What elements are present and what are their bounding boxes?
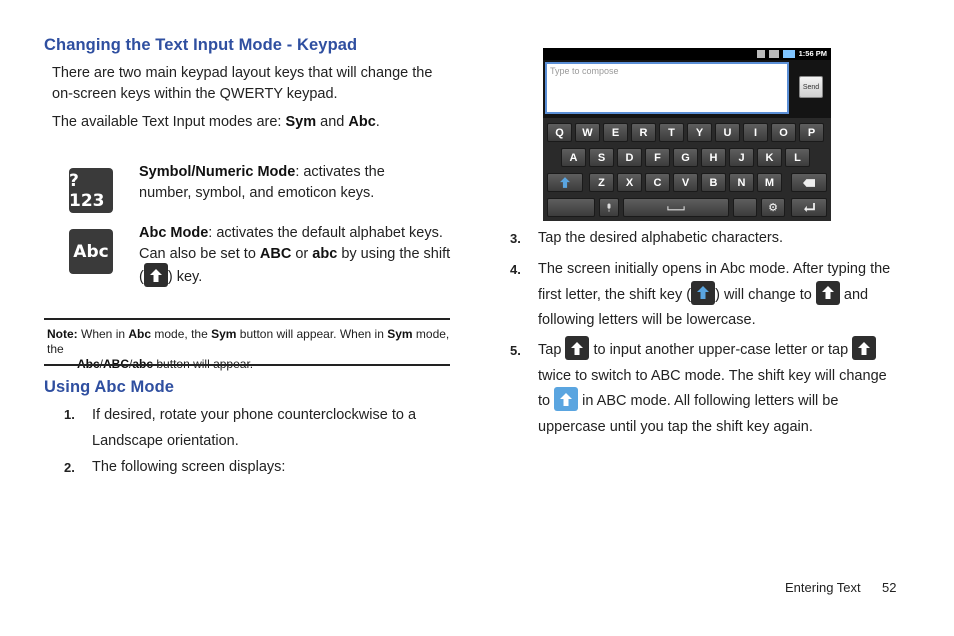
note-top-rule — [44, 318, 450, 320]
key-c[interactable]: C — [645, 173, 670, 192]
key-o[interactable]: O — [771, 123, 796, 142]
shift-key-blue-icon — [691, 281, 715, 305]
note-label: Note: — [47, 327, 78, 341]
key-a[interactable]: A — [561, 148, 586, 167]
key-n[interactable]: N — [729, 173, 754, 192]
note-text: mode, the — [47, 327, 450, 356]
abc-mode-text: by using the shift ( — [139, 246, 451, 285]
key-q[interactable]: Q — [547, 123, 572, 142]
shift-key[interactable] — [547, 173, 583, 192]
phone-screenshot — [543, 48, 831, 221]
key-h[interactable]: H — [701, 148, 726, 167]
abc-upper-bold: ABC — [259, 246, 292, 262]
abc-mode-text: : activates the default alphabet keys. Can also be set to — [139, 225, 443, 262]
step-number: 2. — [64, 460, 75, 475]
note-bold: Sym — [387, 327, 413, 341]
step-text: Tap — [538, 342, 566, 358]
footer-section: Entering Text — [785, 580, 861, 595]
abc-mode-text: or — [291, 246, 313, 262]
step-text: to input another upper-case letter or tap — [589, 342, 853, 358]
modes-paragraph — [52, 112, 452, 133]
sym-bold: Sym — [285, 114, 317, 130]
step-text: in ABC mode. All following letters will be uppercase until you tap the shift key again. — [538, 393, 839, 435]
step-text: twice to switch to ABC mode. The shift key will change to — [538, 367, 887, 409]
key-d[interactable]: D — [617, 148, 642, 167]
delete-key[interactable] — [791, 173, 827, 192]
modes-text: The available Text Input modes are: — [52, 114, 286, 130]
shift-key-icon — [565, 336, 589, 360]
key-v[interactable]: V — [673, 173, 698, 192]
shift-key-locked-icon — [554, 387, 578, 411]
key-r[interactable]: R — [631, 123, 656, 142]
qwerty-keyboard — [543, 118, 831, 221]
page-number: 52 — [882, 580, 897, 595]
key-x[interactable]: X — [617, 173, 642, 192]
period-key[interactable] — [733, 198, 757, 217]
key-s[interactable]: S — [589, 148, 614, 167]
battery-icon — [783, 50, 795, 58]
key-w[interactable]: W — [575, 123, 600, 142]
abc-key-icon: Abc — [69, 229, 113, 274]
sym-mode-text: : activates the number, symbol, and emoticon keys. — [139, 164, 385, 201]
step-number: 3. — [510, 231, 521, 246]
compose-placeholder: Type to compose — [550, 66, 619, 76]
step-text: The screen initially opens in Abc mode. After typing the first letter, the shift key ( — [538, 261, 891, 303]
key-z[interactable]: Z — [589, 173, 614, 192]
key-b[interactable]: B — [701, 173, 726, 192]
section-heading-abc-mode: Using Abc Mode — [44, 378, 175, 396]
abc-lower-bold: abc — [312, 246, 338, 262]
abc-bold: Abc — [348, 114, 376, 130]
enter-key[interactable] — [791, 198, 827, 217]
step-5 — [510, 338, 900, 440]
mic-key[interactable] — [599, 198, 619, 217]
usb-icon — [757, 50, 765, 58]
step-text: If desired, rotate your phone counterclockwise to a Landscape orientation. — [92, 407, 417, 449]
status-bar — [543, 48, 831, 60]
send-button[interactable]: Send — [799, 76, 823, 98]
shift-key-icon — [144, 263, 168, 287]
step-text: ) will change to — [715, 286, 816, 303]
note-text: When in — [77, 327, 129, 341]
sym-key[interactable] — [547, 198, 595, 217]
key-f[interactable]: F — [645, 148, 670, 167]
step-4 — [510, 257, 900, 334]
step-text: The following screen displays: — [92, 459, 286, 475]
step-number: 5. — [510, 343, 521, 358]
signal-icon — [769, 50, 779, 58]
note-bottom-rule — [44, 364, 450, 366]
key-p[interactable]: P — [799, 123, 824, 142]
step-text: and following letters will be lowercase. — [538, 286, 869, 328]
key-i[interactable]: I — [743, 123, 768, 142]
key-k[interactable]: K — [757, 148, 782, 167]
key-u[interactable]: U — [715, 123, 740, 142]
sym-key-icon: ?123 — [69, 168, 113, 213]
key-y[interactable]: Y — [687, 123, 712, 142]
modes-text: . — [375, 114, 380, 130]
key-l[interactable]: L — [785, 148, 810, 167]
note-bold: Sym — [211, 327, 237, 341]
key-t[interactable]: T — [659, 123, 684, 142]
settings-key[interactable]: ⚙ — [761, 198, 785, 217]
compose-field[interactable] — [545, 62, 789, 114]
step-2 — [64, 457, 444, 478]
key-m[interactable]: M — [757, 173, 782, 192]
section-heading-keypad: Changing the Text Input Mode - Keypad — [44, 36, 358, 54]
note-text: mode, the — [151, 327, 212, 341]
note-text: button will appear. When in — [236, 327, 388, 341]
key-j[interactable]: J — [729, 148, 754, 167]
step-number: 4. — [510, 262, 521, 277]
step-3 — [510, 228, 900, 249]
intro-paragraph: There are two main keypad layout keys that will change the on-screen keys within the QWERTY keypad. — [52, 65, 433, 102]
space-key[interactable] — [623, 198, 729, 217]
status-time: 1:56 PM — [798, 49, 827, 58]
note-bold: Abc — [128, 327, 152, 341]
modes-text: and — [316, 114, 349, 130]
shift-key-icon — [852, 336, 876, 360]
step-1 — [64, 402, 444, 454]
step-number: 1. — [64, 407, 75, 422]
sym-mode-description — [139, 162, 439, 204]
key-e[interactable]: E — [603, 123, 628, 142]
shift-key-icon — [816, 281, 840, 305]
abc-mode-text: ) key. — [167, 268, 203, 285]
abc-mode-name: Abc Mode — [139, 225, 209, 241]
key-g[interactable]: G — [673, 148, 698, 167]
abc-mode-description — [139, 223, 457, 289]
step-text: Tap the desired alphabetic characters. — [538, 230, 784, 246]
sym-mode-name: Symbol/Numeric Mode — [139, 164, 296, 180]
